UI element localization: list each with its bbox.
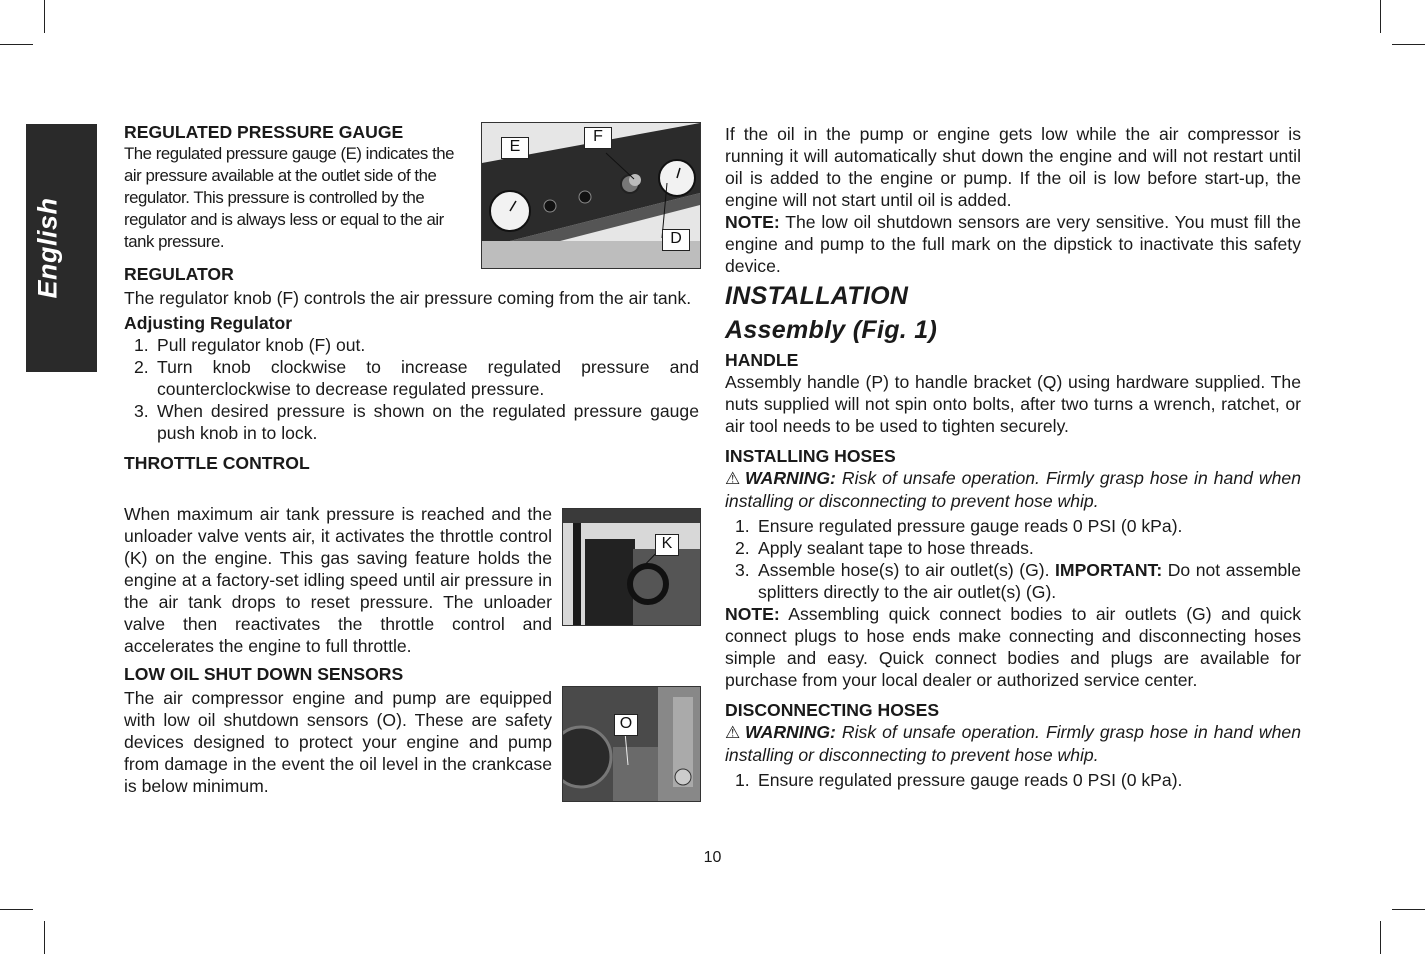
assembly-title: Assembly (Fig. 1) (725, 316, 938, 344)
note-text: Assembling quick connect bodies to air outlets (G) and quick connect plugs to hose ends make connecting and disconnecting hoses simple and easy. Quick connect bodies and plugs are available for purchase from your local dealer or authorized service center. (725, 604, 1301, 690)
crop-mark (44, 921, 45, 954)
gauge-figure (481, 122, 701, 269)
warning-text: Risk of unsafe operation. Firmly grasp hose in hand when installing or disconnecting to prevent hose whip. (725, 722, 1301, 765)
installing-steps (725, 515, 1301, 603)
oil-sensor-figure-illustration (563, 687, 700, 801)
installation-title: INSTALLATION (725, 282, 909, 310)
note-label: NOTE: (725, 604, 780, 624)
crop-mark (1380, 0, 1381, 33)
warning-paragraph (725, 721, 1301, 766)
note-label: NOTE: (725, 212, 780, 232)
section-heading: HANDLE (725, 350, 799, 370)
crop-mark (0, 909, 33, 910)
throttle-body (124, 503, 552, 657)
warning-paragraph (725, 467, 1301, 512)
page-number: 10 (703, 849, 722, 866)
regulated-gauge-section (124, 121, 474, 253)
section-heading: REGULATOR (124, 264, 234, 284)
crop-mark (0, 44, 33, 45)
section-heading: LOW OIL SHUT DOWN SENSORS (124, 664, 404, 684)
crop-mark (1380, 921, 1381, 954)
figure-label-k: K (655, 534, 679, 556)
oil-sensor-figure (562, 686, 701, 802)
figure-label-e: E (501, 137, 529, 159)
warning-text: Risk of unsafe operation. Firmly grasp hose in hand when installing or disconnecting to prevent hose whip. (725, 468, 1301, 511)
section-body: The regulated pressure gauge (E) indicates the air pressure available at the outlet side of the regulator. This pressure is controlled by the regulator and is always less or equal to the air tank pressure. (124, 144, 455, 251)
oil-intro-paragraph: If the oil in the pump or engine gets low while the air compressor is running it will automatically shut down the engine and will not restart until oil is added to the engine or pump. If the oil is low before start-up, the engine will not start until oil is added. (725, 124, 1301, 210)
throttle-figure (562, 508, 701, 626)
list-item: 2. Turn knob clockwise to increase regulated pressure and counterclockwise to decrease regulated pressure. (134, 357, 699, 399)
warning-triangle-icon: ⚠ (725, 469, 741, 488)
adjusting-steps (124, 334, 699, 444)
list-item: 3. Assemble hose(s) to air outlet(s) (G). IMPORTANT: Do not assemble splitters directly to the air outlet(s) (G). (735, 560, 1301, 602)
warning-label: WARNING: (745, 468, 836, 488)
section-heading: DISCONNECTING HOSES (725, 700, 940, 720)
figure-label-d: D (662, 229, 690, 251)
list-item: 1. Ensure regulated pressure gauge reads 0 PSI (0 kPa). (735, 770, 1183, 790)
low-oil-section (124, 663, 552, 797)
crop-mark (1392, 909, 1425, 910)
disconnecting-steps (725, 769, 1301, 791)
section-body: When maximum air tank pressure is reached and the unloader valve vents air, it activates the throttle control (K) on the engine. This gas saving feature holds the engine at a factory-set idling speed until air pressure in the air tank drops to reset pressure. The unloader valve then reactivates the throttle control and accelerates the engine to full throttle. (124, 504, 552, 656)
section-heading: REGULATED PRESSURE GAUGE (124, 122, 404, 142)
section-heading: INSTALLING HOSES (725, 446, 896, 466)
crop-mark (1392, 44, 1425, 45)
section-body: The air compressor engine and pump are equipped with low oil shutdown sensors (O). These are safety devices designed to protect your engine and pump from damage in the event the oil level in the crankcase is below minimum. (124, 688, 552, 796)
section-body: The regulator knob (F) controls the air pressure coming from the air tank. (124, 288, 692, 308)
warning-triangle-icon: ⚠ (725, 723, 741, 742)
regulator-section (124, 263, 699, 474)
note-text: The low oil shutdown sensors are very sensitive. You must fill the engine and pump to the full mark on the dipstick to inactivate this safety device. (725, 212, 1301, 276)
language-tab-label: English (32, 197, 63, 299)
oil-note-paragraph (725, 211, 1301, 277)
hoses-note-paragraph (725, 603, 1301, 691)
list-item: 1. Pull regulator knob (F) out. (134, 335, 366, 355)
list-item: 3. When desired pressure is shown on the regulated pressure gauge push knob in to lock. (134, 401, 699, 443)
section-heading: THROTTLE CONTROL (124, 453, 310, 473)
throttle-figure-illustration (563, 509, 700, 625)
figure-label-f: F (584, 127, 612, 149)
figure-label-o: O (614, 714, 638, 736)
crop-mark (44, 0, 45, 33)
list-item: 2. Apply sealant tape to hose threads. (735, 538, 1034, 558)
section-body: Assembly handle (P) to handle bracket (Q) using hardware supplied. The nuts supplied will not spin onto bolts, after two turns a wrench, ratchet, or air tool needs to be used to tighten securely. (725, 372, 1301, 436)
list-item: 1. Ensure regulated pressure gauge reads 0 PSI (0 kPa). (735, 516, 1183, 536)
subsection-heading: Adjusting Regulator (124, 313, 293, 333)
right-column (725, 123, 1301, 791)
warning-label: WARNING: (745, 722, 836, 742)
